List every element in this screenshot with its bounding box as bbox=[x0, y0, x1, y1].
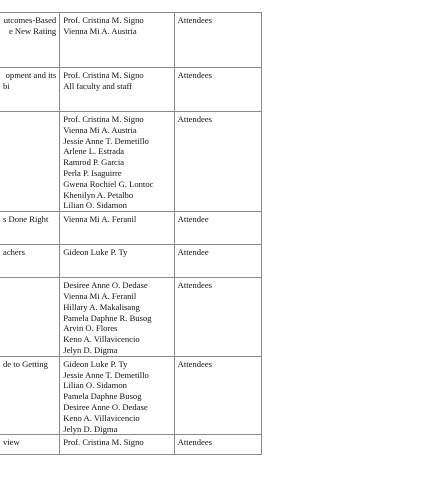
activity-title-cell bbox=[0, 112, 60, 212]
activity-title-line: s Done Right bbox=[3, 214, 49, 225]
table-row bbox=[0, 435, 262, 455]
table-row bbox=[0, 68, 262, 112]
participant-name: Lilian O. Sidamon bbox=[63, 200, 127, 211]
participants-cell bbox=[60, 278, 174, 357]
activity-title-cell bbox=[0, 278, 60, 357]
participants-cell bbox=[60, 356, 174, 435]
activity-title-line: achers bbox=[3, 247, 25, 258]
role-cell: Attendees bbox=[174, 13, 261, 68]
participant-name: Arlene L. Estrada bbox=[63, 146, 125, 157]
participant-name: Ramrod P. Garcia bbox=[63, 157, 125, 168]
activity-title-cell bbox=[0, 212, 60, 245]
activity-title-cell bbox=[0, 245, 60, 278]
participant-name: Arvin O. Flores bbox=[63, 323, 118, 334]
participant-name: Vienna Mi A. Austria bbox=[63, 124, 137, 135]
activity-title-line: e New Rating bbox=[8, 25, 57, 36]
activity-title-cell bbox=[0, 435, 60, 455]
participant-name: Lilian O. Sidamon bbox=[63, 380, 127, 391]
participant-name: Jelyn D. Digma bbox=[63, 423, 118, 434]
participant-name: Prof. Cristina M. Signo bbox=[63, 70, 144, 80]
role-cell: Attendees bbox=[174, 68, 261, 112]
participant-name: Pamela Daphne R. Busog bbox=[63, 312, 152, 323]
participant-name: Jessie Anne T. Demetillo bbox=[63, 135, 149, 146]
role-cell: Attendees bbox=[174, 112, 261, 212]
participants-cell bbox=[60, 13, 174, 68]
participant-name: Prof. Cristina M. Signo bbox=[63, 15, 144, 25]
participant-name: Desiree Anne O. Dedase bbox=[63, 401, 148, 412]
activity-title-cell bbox=[0, 356, 60, 435]
table-row bbox=[0, 13, 262, 68]
activity-title-line: opment and its bbox=[5, 70, 57, 80]
activity-title-line: bi bbox=[3, 80, 10, 91]
table-row bbox=[0, 112, 262, 212]
participant-name: Desiree Anne O. Dedase bbox=[63, 280, 148, 291]
participant-name: Prof. Cristina M. Signo bbox=[63, 114, 144, 124]
role-cell: Attendees bbox=[174, 278, 261, 357]
attendance-table bbox=[0, 12, 262, 455]
participants-cell bbox=[60, 68, 174, 112]
participant-name: Gideon Luke P. Ty bbox=[63, 247, 128, 258]
table-row bbox=[0, 356, 262, 435]
table-row bbox=[0, 278, 262, 357]
role-cell: Attendee bbox=[174, 212, 261, 245]
participant-name: Gwena Rochiel G. Lontoc bbox=[63, 178, 154, 189]
table-row bbox=[0, 212, 262, 245]
participants-cell bbox=[60, 112, 174, 212]
activity-title-cell bbox=[0, 13, 60, 68]
participant-name: Keno A. Villavicencio bbox=[63, 334, 140, 345]
participant-name: All faculty and staff bbox=[63, 80, 133, 91]
participant-name: Khenilyn A. Petalbo bbox=[63, 189, 134, 200]
participant-name: Gideon Luke P. Ty bbox=[63, 358, 128, 369]
role-cell: Attendees bbox=[174, 356, 261, 435]
participant-name: Perla P. Isaguirre bbox=[63, 167, 122, 178]
activity-title-cell bbox=[0, 68, 60, 112]
participant-name: Jessie Anne T. Demetillo bbox=[63, 369, 149, 380]
activity-title-line: de to Getting bbox=[3, 358, 48, 369]
activity-title-line: utcomes-Based bbox=[3, 15, 57, 25]
role-cell: Attendees bbox=[174, 435, 261, 455]
participants-cell bbox=[60, 212, 174, 245]
role-cell: Attendee bbox=[174, 245, 261, 278]
participant-name: Vienna Mi A. Austria bbox=[63, 25, 137, 36]
table-row bbox=[0, 245, 262, 278]
activity-title-line: view bbox=[3, 437, 20, 448]
participant-name: Prof. Cristina M. Signo bbox=[63, 437, 144, 448]
participant-name: Hillary A. Makalisang bbox=[63, 301, 140, 312]
participants-cell bbox=[60, 435, 174, 455]
participant-name: Jelyn D. Digma bbox=[63, 344, 118, 355]
participant-name: Keno A. Villavicencio bbox=[63, 412, 140, 423]
participant-name: Vienna Mi A. Feranil bbox=[63, 214, 137, 225]
participant-name: Vienna Mi A. Feranil bbox=[63, 290, 137, 301]
participant-name: Pamela Daphne Busog bbox=[63, 391, 142, 402]
participants-cell bbox=[60, 245, 174, 278]
